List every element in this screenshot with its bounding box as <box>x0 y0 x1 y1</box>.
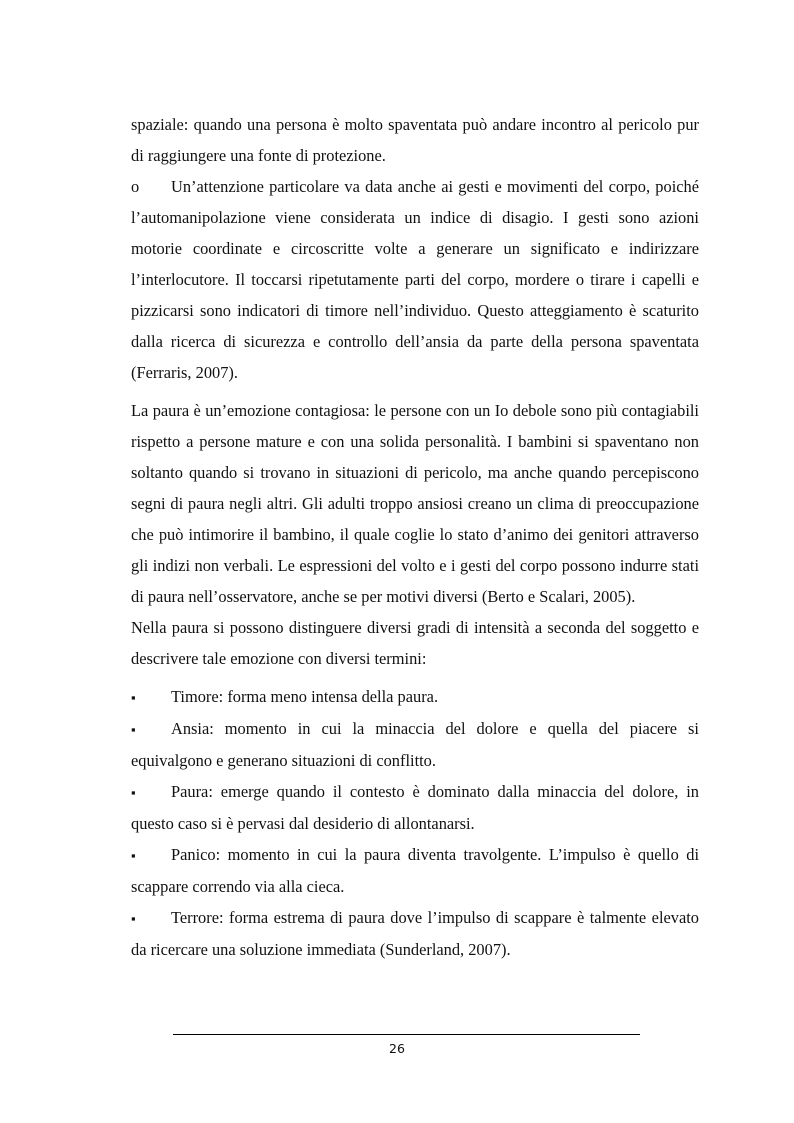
footer-divider <box>173 1034 640 1035</box>
list-item <box>131 902 699 965</box>
list-item-o-text: Un’attenzione particolare va data anche ai gesti e movimenti del corpo, poiché l’automanipolazione viene considerata un indice di disagio. I gesti sono azioni motorie coordinate e circoscritte volte a generare un significato e indirizzare l’interlocutore. Il toccarsi ripetutamente parti del corpo, mordere o tirare i capelli e pizzicarsi sono indicatori di timore nell’individuo. Questo atteggiamento è scaturito dalla ricerca di sicurezza e controllo dell’ansia da parte della persona spaventata (Ferraris, 2007). <box>131 177 699 382</box>
list-item <box>131 681 699 713</box>
list-item-text: Terrore: forma estrema di paura dove l’impulso di scappare è talmente elevato da ricercare una soluzione immediata (Sunderland, 2007). <box>131 908 699 959</box>
square-bullet-icon: ▪ <box>131 690 136 705</box>
list-item-o <box>131 171 699 388</box>
paragraph-1: spaziale: quando una persona è molto spaventata può andare incontro al pericolo pur di raggiungere una fonte di protezione. <box>131 115 699 165</box>
list-item <box>131 713 699 776</box>
page-body <box>131 109 699 965</box>
paragraph-2: La paura è un’emozione contagiosa: le persone con un Io debole sono più contagiabili rispetto a persone mature e con una solida personalità. I bambini si spaventano non soltanto quando si trovano in situazioni di pericolo, ma anche quando percepiscono segni di paura negli altri. Gli adulti troppo ansiosi creano un clima di preoccupazione che può intimorire il bambino, il quale coglie lo stato d’animo dei genitori attraverso gli indizi non verbali. Le espressioni del volto e i gesti del corpo possono indurre stati di paura nell’osservatore, anche se per motivi diversi (Berto e Scalari, 2005). <box>131 401 699 606</box>
square-bullet-icon: ▪ <box>131 722 136 737</box>
square-bullet-icon: ▪ <box>131 911 136 926</box>
square-bullet-icon: ▪ <box>131 785 136 800</box>
list-item-text: Ansia: momento in cui la minaccia del dolore e quella del piacere si equivalgono e generano situazioni di conflitto. <box>131 719 699 770</box>
bullet-o: o <box>131 177 140 196</box>
list-item-text: Paura: emerge quando il contesto è dominato dalla minaccia del dolore, in questo caso si è pervasi dal desiderio di allontanarsi. <box>131 782 699 833</box>
paragraph-3: Nella paura si possono distinguere diversi gradi di intensità a seconda del soggetto e descrivere tale emozione con diversi termini: <box>131 618 699 668</box>
square-bullet-icon: ▪ <box>131 848 136 863</box>
list-item-text: Panico: momento in cui la paura diventa travolgente. L’impulso è quello di scappare correndo via alla cieca. <box>131 845 699 896</box>
list-item <box>131 776 699 839</box>
list-item-text: Timore: forma meno intensa della paura. <box>171 687 439 706</box>
intensity-list <box>131 681 699 965</box>
list-item <box>131 839 699 902</box>
page-number: 26 <box>389 1041 405 1056</box>
